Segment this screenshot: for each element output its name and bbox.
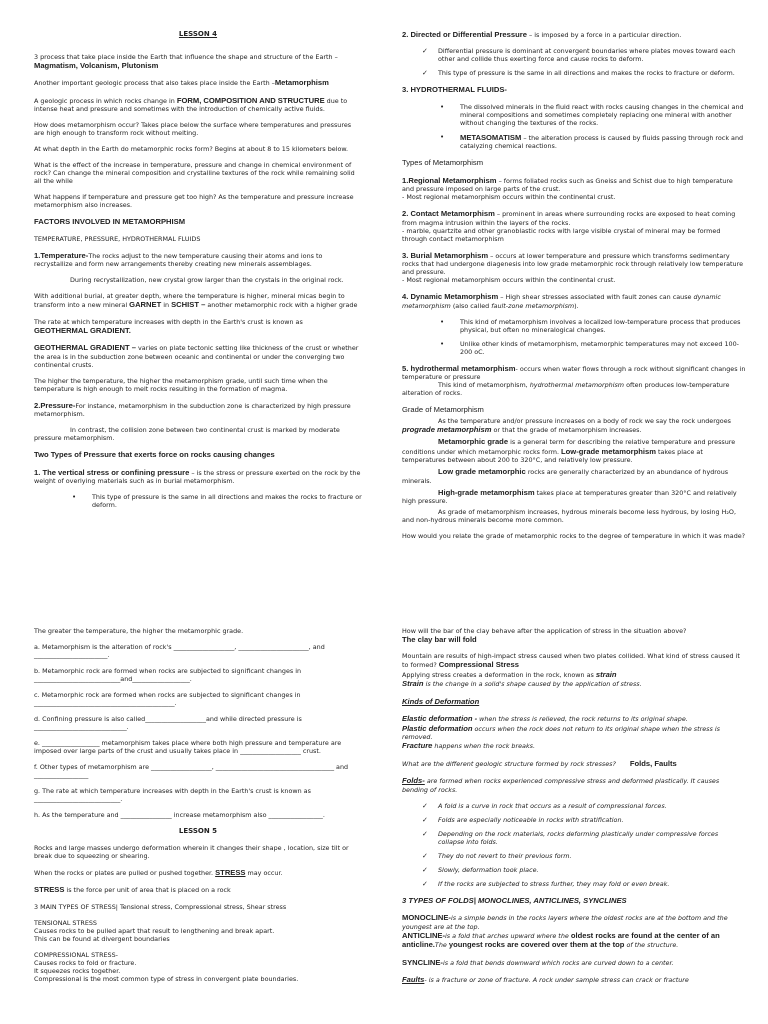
paragraph: Another important geologic process that also takes place inside the Earth –Metamorphism [34,78,329,88]
paragraph: The higher the temperature, the higher the metamorphism grade, until such time when the temperature is high enough to melt rocks resulting in the formation of magma. [34,376,328,393]
quiz-item: h. As the temperature and ________________ increase metamorphism also _________________. [34,811,325,819]
section-heading: Grade of Metamorphism [402,405,484,415]
list-item: • This kind of metamorphism involves a localized low-temperature process that produces physical, but often no mineralogical changes. [402,318,746,334]
quiz-item: g. The rate at which temperature increases with depth in the Earth's crust is known as ___________________________. [34,787,311,803]
paragraph: How will the bar of the clay behave after the application of stress in the situation above? The clay bar will fold [402,627,687,644]
paragraph: GEOTHERMAL GRADIENT – varies on plate tectonic setting like thickness of the crust or whether the area is in the subduction zone between oceanic and continental or under the converging two continental crusts. [34,343,359,369]
paragraph: How does metamorphism occur? Takes place below the surface where temperatures and pressures are high enough to transform rock without melting. [34,121,352,138]
quiz-item: a. Metamorphism is the alteration of rock's ___________________, ______________________, and _______________________. [34,643,325,659]
paragraph: 1.Temperature-The rocks adjust to the new temperature causing their atoms and ions to recrystallize and form new arrangements thereby creating new minerals assemblages. [34,250,323,269]
page-lesson-4-continued [384,0,768,541]
list-item: • The dissolved minerals in the fluid react with rocks causing changes in the chemical and mineral compositions and sometimes completely replacing one mineral with another without changing the textures of the rocks. [402,103,746,127]
paragraph: Folds- are formed when rocks experienced compressive stress and deformed plastically. It causes bending of rocks. [402,776,720,794]
list-item: ✓ This type of pressure is the same in all directions and makes the rocks to fracture or deform. [402,69,746,77]
paragraph: How would you relate the grade of metamorphic rocks to the degree of temperature in which it was made? [402,532,746,541]
paragraph: TENSIONAL STRESS Causes rocks to be pulled apart that result to lengthening and break apart. This can be found at divergent boundaries [34,918,275,943]
section-heading: Kinds of Deformation [402,696,480,706]
bullet-list [402,103,746,150]
page-quiz-lesson-5 [0,512,384,1024]
paragraph: Rocks and large masses undergo deformation wherein it changes their shape , location, size tilt or break due to squeezing or shearing. [34,843,349,860]
paragraph: 2. Directed or Differential Pressure – is imposed by a force in a particular direction. [402,30,682,39]
lesson-title: LESSON 5 [178,827,218,835]
paragraph: 3 process that take place inside the Earth that influence the shape and structure of the Earth –Magmatism, Volcanism, Plutonism [34,52,338,70]
paragraph: Mountain are results of high-impact stress caused when two plates collided. What kind of stress caused it to formed? Compressional Stress Applying stress creates a deformation in the rock, known as strain Strain is the change in a solid's shape caused by the application of stress. [402,652,740,689]
paragraph: Low grade metamorphic rocks are generally characterized by an abundance of hydrous minerals. [402,467,729,485]
paragraph: High-grade metamorphism takes place at temperatures greater than 320°C and relatively high pressure. [402,487,737,506]
quiz-item: c. Metamorphic rock are formed when rocks are subjected to significant changes in ____________________________________________. [34,691,301,707]
paragraph: As grade of metamorphism increases, hydrous minerals become less hydrous, by losing H₂O, and non-hydrous minerals become more common. [402,508,736,525]
check-list [402,802,746,888]
page-deformation [384,512,768,1024]
paragraph: MONOCLINE-is a simple bends in the rocks layers where the oldest rocks are at the bottom and the youngest are at the top. ANTICLINE-is a fold that arches upward where the oldest rocks are found at the center of an anticline.The youngest rocks are covered over them at the top of the structure. [402,913,728,950]
list-item: ✓ They do not revert to their previous form. [402,852,746,860]
lesson-title: LESSON 4 [178,30,218,38]
section-heading: 3. HYDROTHERMAL FLUIDS- [402,85,507,95]
list-item: • Unlike other kinds of metamorphism, metamorphic temperatures may not exceed 100-200 oC. [402,340,746,356]
check-list [402,47,746,77]
section-heading: FACTORS INVOLVED IN METAMORPHISM [34,217,186,227]
section-heading: Two Types of Pressure that exerts force on rocks causing changes [34,450,275,460]
paragraph: STRESS is the force per unit of area that is placed on a rock [34,885,231,895]
list-item: ✓ Depending on the rock materials, rocks deforming plastically under compressive forces collapse into folds. [402,830,746,846]
list-item: ✓ Slowly, deformation took place. [402,866,746,874]
paragraph: What are the different geologic structure formed by rock stresses? Folds, Faults [402,758,677,768]
paragraph: 1. The vertical stress or confining pressure – is the stress or pressure exerted on the rock by the weight of overlying materials such as in burial metamorphism. [34,467,361,486]
list-item: ✓ If the rocks are subjected to stress further, they may fold or even break. [402,880,746,888]
quiz-item: b. Metamorphic rock are formed when rocks are subjected to significant changes in ___________________________and__________________. [34,667,302,683]
list-item: • METASOMATISM – the alteration process is caused by fluids passing through rock and catalyzing chemical reactions. [402,133,746,150]
paragraph: The greater the temperature, the higher the metamorphic grade. [34,627,244,635]
list-item: • This type of pressure is the same in all directions and makes the rocks to fracture or deform. [34,493,362,509]
paragraph: What happens if temperature and pressure get too high? As the temperature and pressure increase metamorphism also increases. [34,193,354,210]
paragraph: TEMPERATURE, PRESSURE, HYDROTHERMAL FLUIDS [34,234,201,243]
list-item: ✓ Folds are especially noticeable in rocks with stratification. [402,816,746,824]
paragraph: At what depth in the Earth do metamorphic rocks form? Begins at about 8 to 15 kilometers below. [34,145,349,154]
paragraph: SYNCLINE-is a fold that bends downward which rocks are curved down to a center. [402,957,674,967]
section-heading: 3 TYPES OF FOLDS| MONOCLINES, ANTICLINES, SYNCLINES [402,895,627,905]
paragraph: 1.Regional Metamorphism – forms foliated rocks such as Gneiss and Schist due to high temperature and pressure imposed on large parts of the crust. - Most regional metamorphism occurs within the continental crust. [402,175,733,202]
bullet-list [34,493,362,509]
paragraph: 2. Contact Metamorphism – prominent in areas where surrounding rocks are exposed to heat coming from magma intrusion within the layers of the rocks. - marble, quartzite and other granoblastic rocks with large visible crystal of mineral may be formed through contact metamorphism [402,209,736,243]
paragraph: What is the effect of the increase in temperature, pressure and change in chemical environment of rock? Can change the mineral composition and crystalline textures of the rock while remaining solid all the while [34,161,355,186]
list-item: ✓ A fold is a curve in rock that occurs as a result of compressional forces. [402,802,746,810]
paragraph: COMPRESSIONAL STRESS- Causes rocks to fold or fracture. It squeezes rocks together. Compressional is the most common type of stress in convergent plate boundaries. [34,950,299,983]
paragraph: Elastic deformation - when the stress is relieved, the rock returns to its original shape. Plastic deformation occurs when the rock does not return to its original shape when the stress is removed. Fracture happens when the rock breaks. [402,714,720,751]
paragraph: The rate at which temperature increases with depth in the Earth's crust is known as GEOTHERMAL GRADIENT. [34,317,303,335]
section-heading: Types of Metamorphism [402,158,484,168]
paragraph: A geologic process in which rocks change in FORM, COMPOSITION AND STRUCTURE due to intense heat and pressure and sometimes with the introduction of chemically active fluids. [34,95,348,114]
quiz-item: f. Other types of metamorphism are ___________________, _____________________________________ and _________________ [34,763,349,779]
paragraph: Faults- is a fracture or zone of fracture. A rock under sample stress can crack or fracture [402,975,689,985]
paragraph: 4. Dynamic Metamorphism – High shear stresses associated with fault zones can cause dynamic metamorphism (also called fault-zone metamorphism). [402,292,721,310]
paragraph: 2.Pressure-For instance, metamorphism in the subduction zone is characterized by high pressure metamorphism. [34,400,351,419]
paragraph: In contrast, the collision zone between two continental crust is marked by moderate pressure metamorphism. [34,426,340,443]
paragraph: During recrystallization, new crystal grow larger than the crystals in the original rock. [70,276,344,285]
paragraph: Metamorphic grade is a general term for describing the relative temperature and pressure conditions under which metamorphic rocks form. Low-grade metamorphism takes place at temperatures between about 200 to 320°C, and relatively low pressure. [402,437,736,465]
bullet-list [402,318,746,356]
paragraph: 3 MAIN TYPES OF STRESS| Tensional stress, Compressional stress, Shear stress [34,902,287,911]
quiz-item: e. __________________ metamorphism takes place where both high pressure and temperature are imposed over large parts of the crust and usually takes place in ___________________ crust. [34,739,342,755]
list-item: ✓ Differential pressure is dominant at convergent boundaries where plates moves toward each other and collide thus exerting force and cause rocks to deform. [402,47,746,63]
paragraph: As the temperature and/or pressure increases on a body of rock we say the rock undergoes prograde metamorphism or that the grade of metamorphism increases. [402,416,731,434]
quiz-item: d. Confining pressure is also called___________________and while directed pressure is _____________________________. [34,715,302,731]
page-lesson-4 [0,0,384,512]
paragraph: 5. hydrothermal metamorphism- occurs when water flows through a rock without significant changes in temperature or pressure This kind of metamorphism, hydrothermal metamorphism often produces low-temperature alteration of rocks. [402,363,746,398]
paragraph: When the rocks or plates are pulled or pushed together. STRESS may occur. [34,867,283,877]
paragraph: With additional burial, at greater depth, where the temperature is higher, mineral micas begin to transform into a new mineral GARNET in SCHIST – another metamorphic rock with a higher grade [34,292,358,310]
paragraph: 3. Burial Metamorphism – occurs at lower temperature and pressure which transforms sedimentary rocks that had undergone diagenesis into low grade metamorphic rock through relatively low temperature and pressure. - Most regional metamorphism occurs within the continental crust. [402,250,743,285]
